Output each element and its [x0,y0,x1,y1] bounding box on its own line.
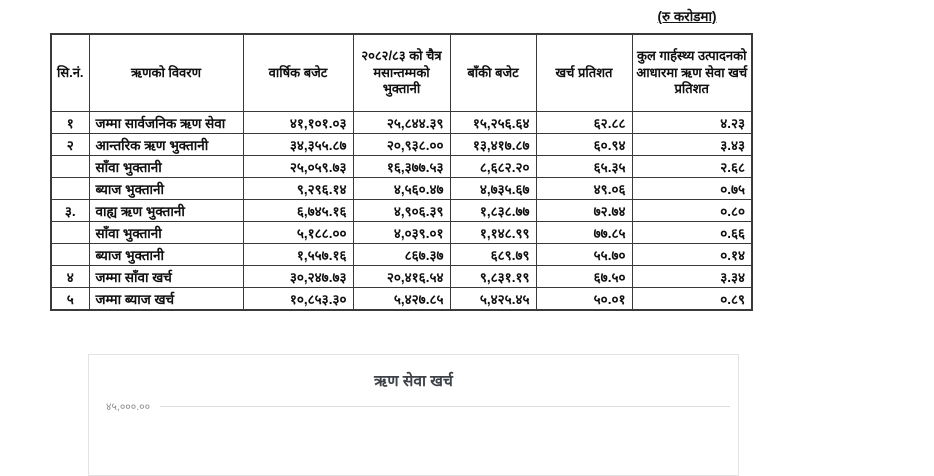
cell-annual-budget: ४१,१०१.०३ [243,112,353,134]
debt-service-chart-card [88,354,739,476]
cell-payment-to-date: ४,९०६.३९ [353,200,450,222]
cell-expense-percent: ६०.९४ [536,134,632,156]
table-header-row [51,34,752,112]
cell-description: साँवा भुक्तानी [89,222,243,244]
table-row [51,244,752,266]
cell-description: वाह्य ऋण भुक्तानी [89,200,243,222]
cell-gdp-percent: ०.८९ [632,288,752,311]
cell-gdp-percent: ०.६६ [632,222,752,244]
cell-payment-to-date: ५,४२७.८५ [353,288,450,311]
cell-description: ब्याज भुक्तानी [89,178,243,200]
table-row [51,288,752,311]
column-header-expense-percent: खर्च प्रतिशत [536,34,632,112]
cell-remaining-budget: ८,६८२.२० [450,156,536,178]
chart-title: ऋण सेवा खर्च [374,373,453,390]
cell-annual-budget: ९,२९६.१४ [243,178,353,200]
cell-remaining-budget: १५,२५६.६४ [450,112,536,134]
cell-description: साँवा भुक्तानी [89,156,243,178]
cell-remaining-budget: ९,८३१.१९ [450,266,536,288]
cell-sn: २ [51,134,89,156]
cell-gdp-percent: ४.२३ [632,112,752,134]
cell-remaining-budget: १३,४१७.८७ [450,134,536,156]
cell-annual-budget: १०,८५३.३० [243,288,353,311]
cell-payment-to-date: ४,५६०.४७ [353,178,450,200]
cell-sn [51,178,89,200]
cell-gdp-percent: ३.४३ [632,134,752,156]
cell-remaining-budget: ४,७३५.६७ [450,178,536,200]
cell-expense-percent: ६५.३५ [536,156,632,178]
cell-gdp-percent: २.६८ [632,156,752,178]
cell-annual-budget: ६,७४५.१६ [243,200,353,222]
cell-expense-percent: ७२.७४ [536,200,632,222]
cell-sn: १ [51,112,89,134]
cell-payment-to-date: ४,०३९.०१ [353,222,450,244]
table-row [51,266,752,288]
cell-expense-percent: ४९.०६ [536,178,632,200]
cell-sn [51,244,89,266]
cell-remaining-budget: ६८९.७९ [450,244,536,266]
cell-description: जम्मा ब्याज खर्च [89,288,243,311]
cell-gdp-percent: ०.१४ [632,244,752,266]
column-header-sn: सि.नं. [51,34,89,112]
cell-description: आन्तरिक ऋण भुक्तानी [89,134,243,156]
chart-gridline [160,406,730,407]
cell-remaining-budget: १,८३८.७७ [450,200,536,222]
cell-description: जम्मा सार्वजनिक ऋण सेवा [89,112,243,134]
cell-payment-to-date: ८६७.३७ [353,244,450,266]
cell-gdp-percent: ०.७५ [632,178,752,200]
cell-annual-budget: १,५५७.१६ [243,244,353,266]
cell-annual-budget: ३०,२४७.७३ [243,266,353,288]
cell-remaining-budget: ५,४२५.४५ [450,288,536,311]
column-header-remaining-budget: बाँकी बजेट [450,34,536,112]
cell-gdp-percent: ०.८० [632,200,752,222]
cell-gdp-percent: ३.३४ [632,266,752,288]
column-header-description: ऋणको विवरण [89,34,243,112]
cell-sn [51,222,89,244]
table-row [51,112,752,134]
cell-payment-to-date: २०,४१६.५४ [353,266,450,288]
column-header-annual-budget: वार्षिक बजेट [243,34,353,112]
cell-payment-to-date: २०,९३८.०० [353,134,450,156]
cell-sn: ५ [51,288,89,311]
cell-sn [51,156,89,178]
table-row [51,156,752,178]
cell-expense-percent: ७७.८५ [536,222,632,244]
cell-sn: ३. [51,200,89,222]
chart-y-axis-tick: ४५,०००.०० [106,401,151,413]
table-row [51,200,752,222]
unit-note: (रु करोडमा) [657,9,717,24]
table-row [51,178,752,200]
cell-remaining-budget: १,१४८.९९ [450,222,536,244]
debt-service-table [50,33,753,311]
cell-description: ब्याज भुक्तानी [89,244,243,266]
cell-description: जम्मा साँवा खर्च [89,266,243,288]
cell-expense-percent: ५०.०१ [536,288,632,311]
cell-sn: ४ [51,266,89,288]
cell-expense-percent: ५५.७० [536,244,632,266]
cell-annual-budget: २५,०५९.७३ [243,156,353,178]
cell-payment-to-date: २५,८४४.३९ [353,112,450,134]
cell-payment-to-date: १६,३७७.५३ [353,156,450,178]
table-row [51,222,752,244]
cell-expense-percent: ६७.५० [536,266,632,288]
cell-expense-percent: ६२.८८ [536,112,632,134]
cell-annual-budget: ५,१८८.०० [243,222,353,244]
column-header-gdp-percent: कुल गार्हस्थ्य उत्पादनको आधारमा ऋण सेवा खर्च प्रतिशत [632,34,752,112]
table-row [51,134,752,156]
cell-annual-budget: ३४,३५५.८७ [243,134,353,156]
column-header-payment-to-date: २०८२/८३ को चैत्र मसान्तम्मको भुक्तानी [353,34,450,112]
